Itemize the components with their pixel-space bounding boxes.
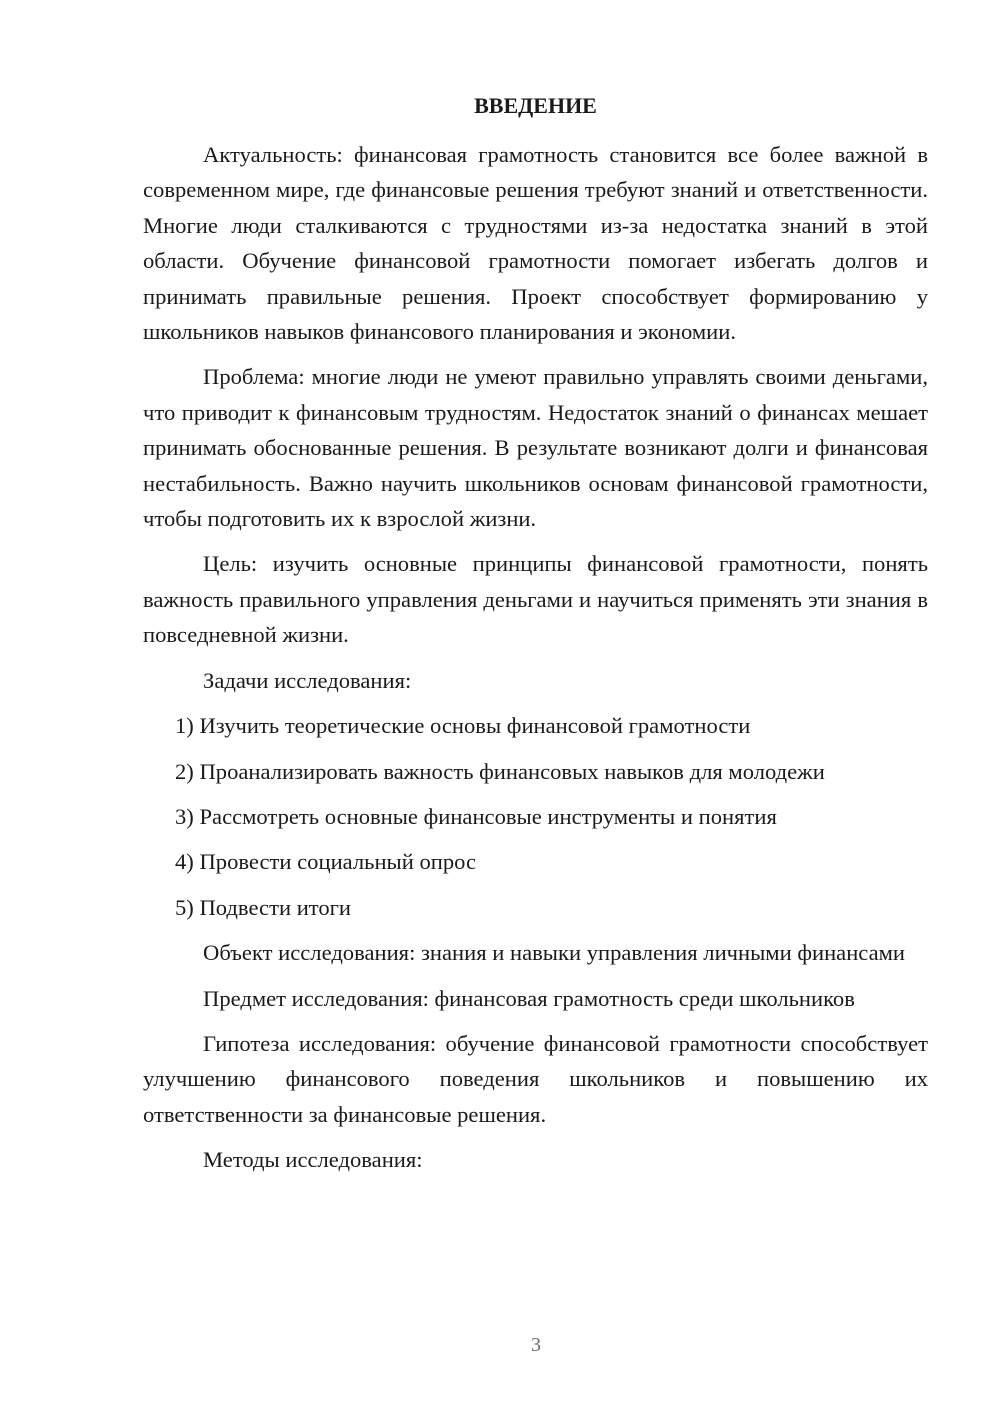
object-paragraph: Объект исследования: знания и навыки управления личными финансами [203,940,906,966]
page-number: 3 [531,1334,541,1356]
task-item-3: 3) Рассмотреть основные финансовые инструменты и понятия [175,803,777,829]
section-heading: ВВЕДЕНИЕ [474,93,597,118]
task-item-1: 1) Изучить теоретические основы финансовой грамотности [175,713,751,739]
tasks-title: Задачи исследования: [203,667,412,693]
task-item-2: 2) Проанализировать важность финансовых навыков для молодежи [175,758,825,784]
task-item-5: 5) Подвести итоги [175,894,352,920]
subject-paragraph: Предмет исследования: финансовая грамотность среди школьников [203,985,855,1011]
document-page [143,92,928,1188]
task-item-4: 4) Провести социальный опрос [175,849,477,875]
goal-paragraph: Цель: изучить основные принципы финансовой грамотности, понять важность правильного управления деньгами и научиться применять эти знания в повседневной жизни. [143,551,928,648]
methods-title: Методы исследования: [203,1147,423,1173]
relevance-paragraph: Актуальность: финансовая грамотность становится все более важной в современном мире, где финансовые решения требуют знаний и ответственности. Многие люди сталкиваются с трудностями из-за недостатка знаний в этой области. Обучение финансовой грамотности помогает избегать долгов и принимать правильные решения. Проект способствует формированию у школьников навыков финансового планирования и экономии. [143,142,928,345]
hypothesis-paragraph: Гипотеза исследования: обучение финансовой грамотности способствует улучшению финансового поведения школьников и повышению их ответственности за финансовые решения. [143,1030,928,1127]
problem-paragraph: Проблема: многие люди не умеют правильно управлять своими деньгами, что приводит к финансовым трудностям. Недостаток знаний о финансах мешает принимать обоснованные решения. В результате возникают долги и финансовая нестабильность. Важно научить школьников основам финансовой грамотности, чтобы подготовить их к взрослой жизни. [143,364,928,532]
